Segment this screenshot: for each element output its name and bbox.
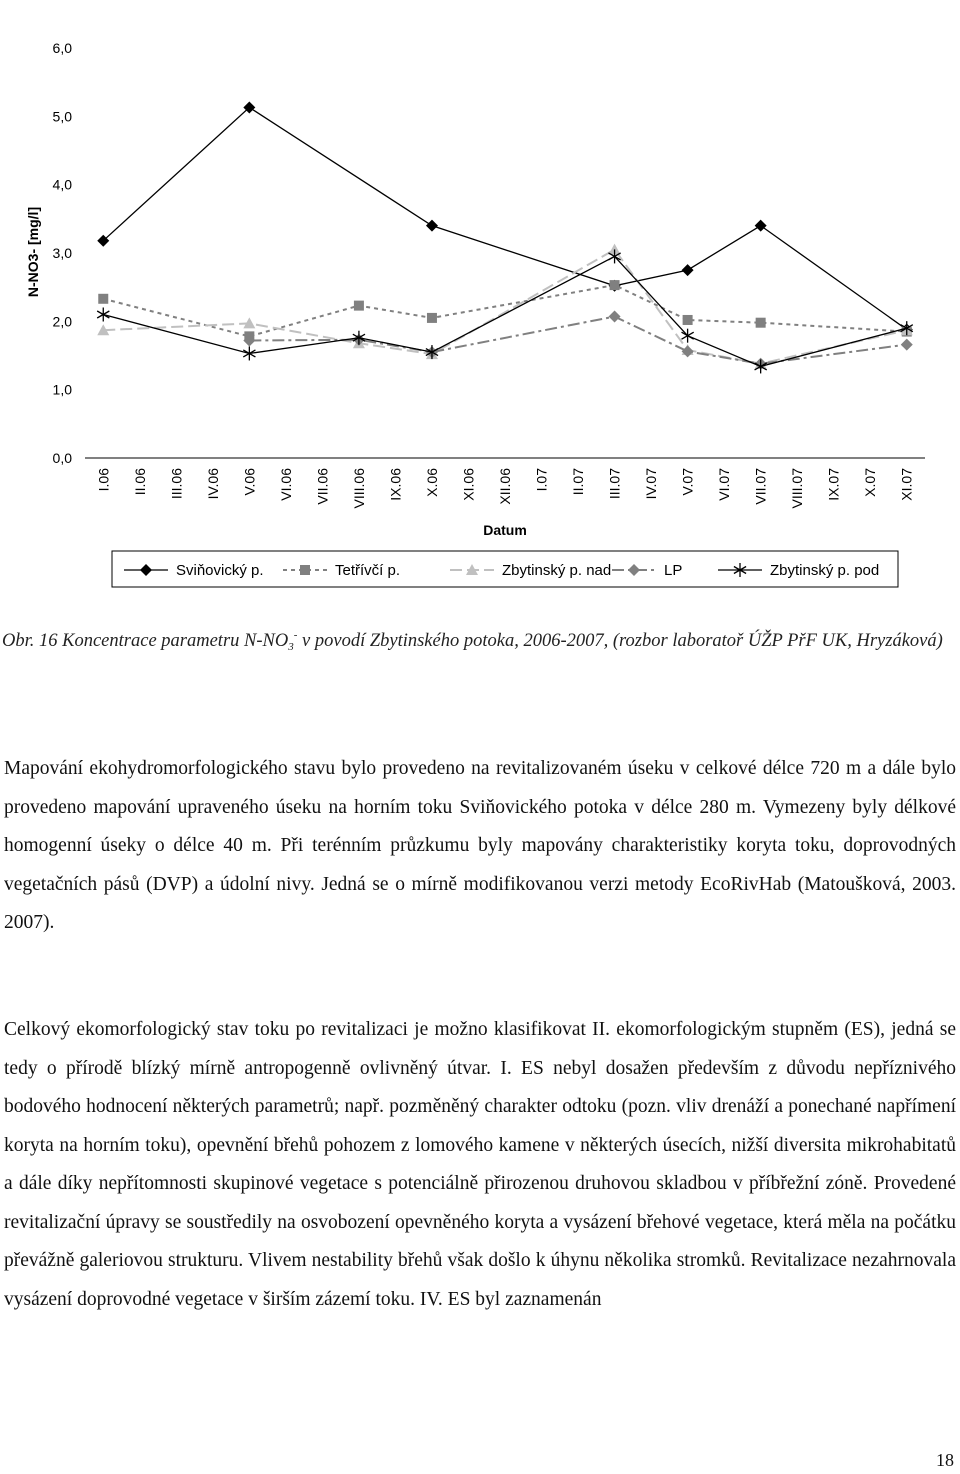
series-tet-v-p- bbox=[98, 280, 911, 341]
series-group bbox=[97, 101, 913, 373]
series-line bbox=[103, 285, 906, 336]
x-tick-label: X.07 bbox=[862, 468, 879, 497]
page-number: 18 bbox=[936, 1450, 954, 1470]
data-point bbox=[354, 301, 364, 311]
legend-marker bbox=[300, 565, 310, 575]
legend-label: Zbytinský p. pod bbox=[770, 562, 880, 579]
x-tick-label: III.06 bbox=[168, 468, 185, 500]
data-point bbox=[756, 318, 766, 328]
caption-subscript: 3 bbox=[288, 641, 294, 653]
data-point bbox=[609, 311, 621, 323]
x-tick-label: V.07 bbox=[679, 468, 696, 496]
data-point bbox=[97, 308, 109, 322]
x-tick-label: XII.06 bbox=[497, 468, 513, 505]
legend-label: Tetřívčí p. bbox=[335, 562, 401, 579]
data-point bbox=[427, 313, 437, 323]
y-tick-label: 0,0 bbox=[52, 450, 72, 466]
x-tick-label: VII.06 bbox=[314, 468, 331, 505]
caption-superscript: - bbox=[293, 629, 298, 641]
x-tick-label: IX.07 bbox=[825, 468, 842, 501]
series-svi-ovick-p- bbox=[97, 101, 912, 335]
x-tick-label: I.06 bbox=[95, 468, 112, 492]
y-axis-title bbox=[25, 207, 41, 297]
x-tick-label: II.07 bbox=[570, 468, 587, 496]
caption-suffix: v povodí Zbytinského potoka, 2006-2007, (rozbor laboratoř ÚŽP PřF UK, Hryzáková) bbox=[297, 631, 943, 651]
figure-caption bbox=[2, 617, 952, 665]
data-point bbox=[682, 264, 694, 276]
series-line bbox=[103, 107, 906, 329]
nitrate-line-chart bbox=[0, 0, 960, 600]
x-tick-label: XI.06 bbox=[460, 468, 477, 501]
data-point bbox=[683, 315, 693, 325]
y-tick-label: 5,0 bbox=[52, 108, 72, 125]
x-tick-label: III.07 bbox=[606, 468, 623, 500]
series-zbytinsk-p-nad bbox=[97, 244, 912, 369]
legend-item bbox=[718, 562, 879, 579]
legend-marker bbox=[628, 564, 640, 576]
legend-item bbox=[450, 562, 611, 579]
legend-marker bbox=[140, 564, 152, 576]
x-axis-ticks bbox=[95, 468, 914, 509]
x-axis-title: Datum bbox=[483, 522, 527, 538]
y-tick-label: 3,0 bbox=[52, 245, 72, 261]
x-tick-label: VII.07 bbox=[752, 468, 769, 505]
data-point bbox=[901, 339, 913, 351]
data-point bbox=[426, 220, 438, 232]
x-tick-label: V.06 bbox=[241, 468, 258, 496]
y-axis-title-text: N-NO3- [mg/l] bbox=[25, 206, 41, 298]
x-tick-label: II.06 bbox=[131, 468, 148, 496]
legend-item bbox=[283, 562, 400, 579]
caption-prefix: Obr. 16 Koncentrace parametru N-NO bbox=[2, 631, 289, 651]
series-line bbox=[249, 317, 906, 364]
y-tick-label: 4,0 bbox=[52, 176, 72, 193]
x-tick-label: VIII.07 bbox=[789, 468, 806, 509]
data-point bbox=[682, 345, 694, 357]
y-tick-label: 1,0 bbox=[52, 381, 72, 398]
x-tick-label: VIII.06 bbox=[350, 468, 367, 509]
legend-label: Sviňovický p. bbox=[176, 562, 264, 579]
data-point bbox=[98, 294, 108, 304]
paragraph-mapping: Mapování ekohydromorfologického stavu bylo provedeno na revitalizovaném úseku v celkové délce 720 m a dále bylo provedeno mapování upraveného úseku na horním toku Sviňovického potoka v délce 280 m. Vymezeny byly délkové homogenní úseky o délce 40 m. Při terénním průzkumu byly mapovány charakteristiky koryta toku, doprovodných vegetačních pásů (DVP) a údolní nivy. Jedná se o mírně modifikovanou verzi metody EcoRivHab (Matoušková, 2003. 2007). bbox=[4, 758, 956, 933]
x-tick-label: IV.06 bbox=[204, 468, 221, 500]
legend-label: LP bbox=[664, 562, 683, 579]
y-axis-ticks bbox=[53, 40, 73, 466]
x-tick-label: XI.07 bbox=[898, 468, 915, 501]
x-tick-label: IV.07 bbox=[643, 468, 660, 500]
legend-item bbox=[612, 562, 682, 579]
data-point bbox=[610, 280, 620, 290]
y-tick-label: 6,0 bbox=[52, 40, 72, 56]
data-point bbox=[755, 220, 767, 232]
legend-label: Zbytinský p. nad bbox=[502, 562, 612, 579]
x-tick-label: IX.06 bbox=[387, 468, 404, 501]
legend bbox=[124, 562, 879, 579]
x-tick-label: VI.07 bbox=[716, 468, 733, 501]
x-tick-label: I.07 bbox=[533, 468, 550, 492]
legend-item bbox=[124, 562, 264, 579]
x-tick-label: VI.06 bbox=[277, 468, 294, 501]
paragraph-ecomorphology: Celkový ekomorfologický stav toku po revitalizaci je možno klasifikovat II. ekomorfologickým stupněm (ES), jedná se tedy o přírodě blízký mírně antropogenně ovlivněný útvar. I. ES nebyl dosažen především z důvodu nepříznivého bodového hodnocení některých parametrů; např. pozměněný charakter odtoku (pozn. vliv drenáží a ponechané napřímení koryta na horním toku), opevnění břehů pohozem z lomového kamene v některých úsecích, nižší diversita mikrohabitatů a dále díky nepřítomnosti skupinové vegetace s potenciálně přirozenou druhovou skladbou v příbřežní zóně. Provedené revitalizační úpravy se soustředily na osvobození opevněného koryta a vysázení břehové vegetace, která měla na počátku převážně galeriovou strukturu. Vlivem nestability břehů však došlo k úhynu několika stromků. Revitalizace nezahrnovala vysázení doprovodné vegetace v širším zázemí toku. IV. ES byl zaznamenán bbox=[4, 1019, 956, 1310]
y-tick-label: 2,0 bbox=[52, 313, 72, 330]
x-tick-label: X.06 bbox=[423, 468, 440, 497]
